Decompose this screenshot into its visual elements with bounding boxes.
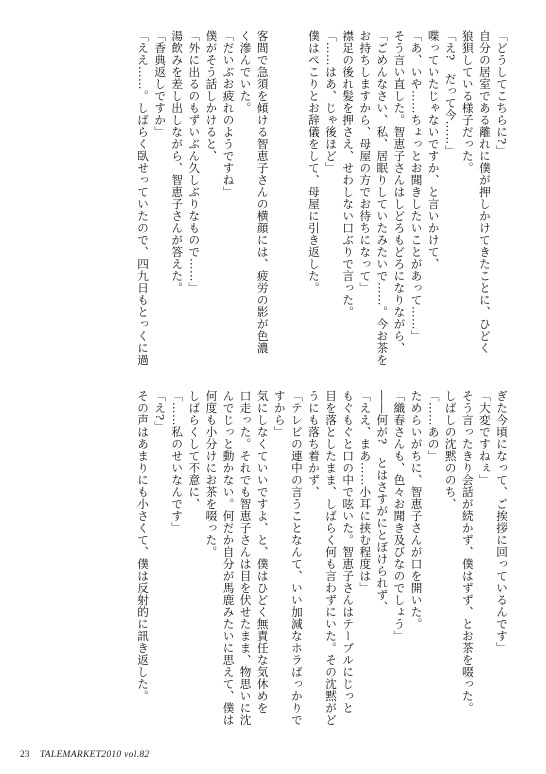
page-number: 23 [20, 750, 30, 760]
text-line: 襟足の後れ髪を押さえ、せわしない口ぶりで言った。 [341, 30, 356, 318]
text-line: うにも落ち着かず、 [306, 390, 321, 498]
text-line: 「だいぶお疲れのようですね」 [221, 30, 236, 198]
text-line: ぎた今頃になって、ご挨拶に回っているんです」 [495, 390, 509, 654]
text-line: 「……はあ、じゃ後ほど」 [324, 30, 339, 174]
text-line: 「……あの」 [426, 390, 441, 462]
text-line: 「香典返しですか」 [153, 30, 168, 138]
text-line: 気にしなくていいですよ、と、僕はひどく無責任な気休めを [255, 390, 270, 714]
text-line: 僕はぺこりとお辞儀をして、母屋に引き返した。 [306, 30, 321, 294]
text-line: 「外に出るのもずいぶん久しぶりなもので……」 [187, 30, 202, 294]
text-line: ためらいがちに、智恵子さんが口を開いた。 [409, 390, 424, 630]
text-line: く滲んでいた。 [238, 30, 253, 114]
text-block-lower [26, 390, 510, 730]
text-line: その声はあまりにも小さくて、僕は反射的に訊き返した。 [136, 390, 151, 702]
text-line: 「……私のせいなんです」 [170, 390, 185, 534]
text-line: そう言ったきり会話が続かず、僕はずず、とお茶を啜った。 [460, 390, 475, 714]
text-line: お持ちしますから、母屋の方でお待ちになって」 [358, 30, 373, 294]
text-line [288, 30, 305, 370]
text-line: 喋っていたじゃないですか、と言いかけて、 [426, 30, 441, 270]
text-line: 「大変ですねぇ」 [477, 390, 492, 486]
text-line: 目を落としたまま、しばらく何も言わずにいた。その沈黙がど [324, 390, 339, 726]
text-line: 自分の居室である離れに僕が押しかけてきたことに、ひどく [477, 30, 492, 354]
text-line [271, 30, 288, 370]
text-line: もぐもぐと口の中で呟いた。智恵子さんはテーブルにじっと [341, 390, 356, 714]
text-line: 「織春さんも、色々お聞き及びなのでしょう」 [392, 390, 407, 642]
page-footer [20, 750, 149, 760]
text-line: そう言い直した。智恵子さんはしどろもどろになりながら、 [392, 30, 407, 354]
text-line: んでじっと動かない。何だか自分が馬鹿みたいに思えて、僕は [221, 390, 236, 726]
text-line: ――何が? とはさすがにとぼけられず、 [375, 390, 390, 613]
text-line: 「え? だって今……」 [443, 30, 458, 157]
text-line: 狼狽している様子だった。 [460, 30, 475, 174]
text-line: しばらくして不意に、 [187, 390, 202, 510]
text-line: 「テレビの連中の言うことなんて、いい加減なホラばっかりで [289, 390, 304, 726]
text-line: 何度も小分けにお茶を啜った。 [204, 390, 219, 558]
text-line: しばしの沈黙ののち、 [443, 390, 458, 510]
text-line: 「あ、いや……ちょっとお聞きしたいことがあって……」 [409, 30, 424, 342]
text-line: 「ええ……。しばらく臥せっていたので、四九日もとっくに過 [136, 30, 151, 366]
text-line: 湯飲みを差し出しながら、智恵子さんが答えた。 [170, 30, 185, 294]
text-line: 口走った。それでも智恵子さんは目を伏せたまま、物思いに沈 [238, 390, 253, 726]
text-line: 「ええ、まあ……小耳に挟む程度は」 [358, 390, 373, 594]
text-line: 「どうしてこちらに?」 [495, 30, 509, 157]
magazine-name: TALEMARKET2010 vol.82 [39, 750, 150, 760]
text-line: 僕がそう話しかけると、 [204, 30, 219, 162]
text-line: 「え?」 [153, 390, 168, 433]
text-line: 客間で急須を傾ける智恵子さんの横顔には、疲労の影が色濃 [255, 30, 270, 354]
text-line: すから」 [272, 390, 287, 438]
text-line: 「ごめんなさい、私、居眠りしていたみたいで……。今お茶を [375, 30, 390, 366]
text-block-upper [26, 30, 510, 370]
